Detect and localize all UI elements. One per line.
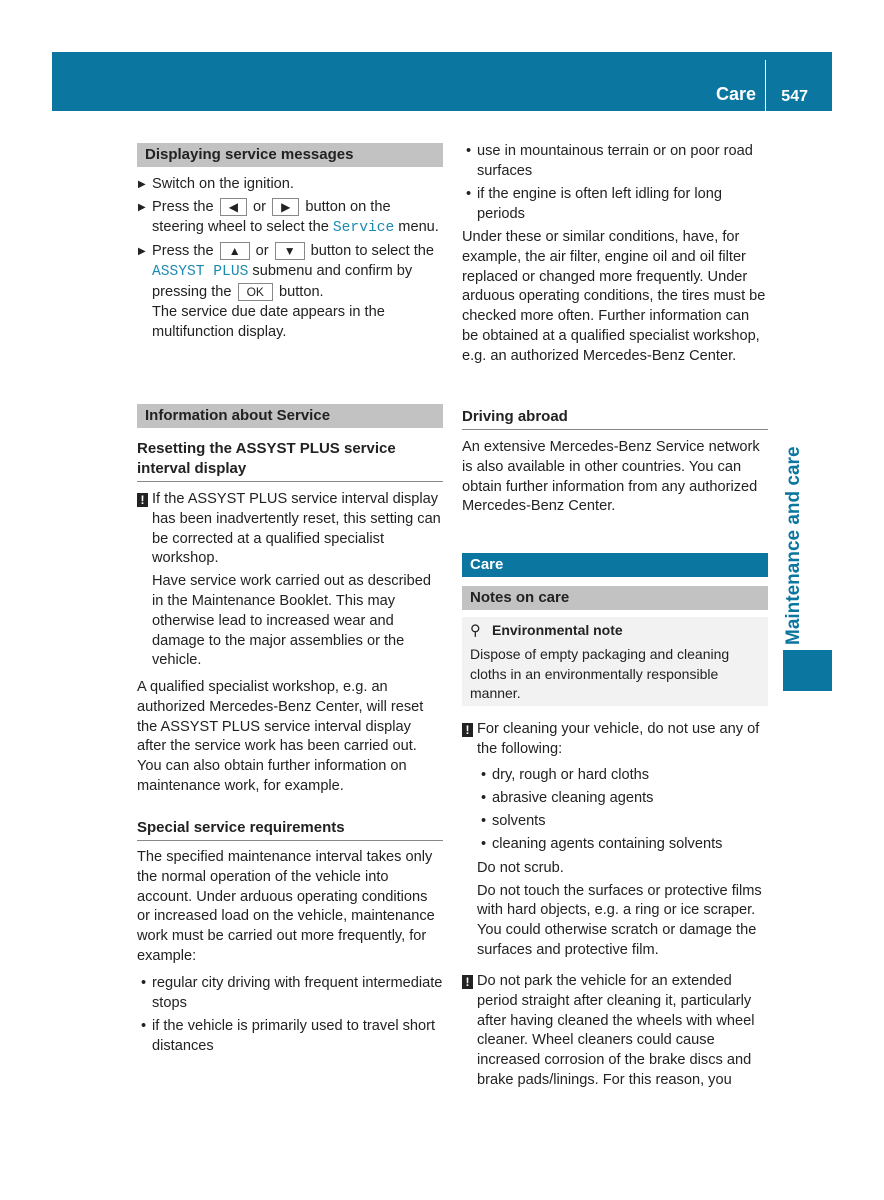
step-text: menu.	[398, 219, 439, 236]
step-text: Press the	[152, 199, 214, 216]
paragraph: A qualified specialist workshop, e.g. an authorized Mercedes-Benz Center, will reset the ASSYST PLUS service interval display after the service work has been carried out. You can also obtain further information on maintenance work, for example.	[137, 679, 424, 794]
note-text: Dispose of empty packaging and cleaning cloths in an environmentally responsible manner.	[470, 645, 730, 702]
section-heading: Notes on care	[462, 586, 768, 610]
right-key-icon: ▶	[272, 198, 299, 216]
step	[137, 242, 443, 342]
bullet-list	[462, 142, 768, 228]
step	[137, 198, 443, 239]
paragraph: An extensive Mercedes-Benz Service network is also available in other countries. You can obtain further information from any authorized Mercedes-Benz Center.	[462, 439, 760, 515]
warning-text: Do not park the vehicle for an extended period straight after cleaning it, particularly after having cleaned the wheels with wheel cleaner. Wheel cleaners could cause increased corrosion of the brake discs and brake pads/linings. For this reason, you	[477, 973, 755, 1088]
page-header	[52, 52, 832, 111]
page-number: 547	[781, 88, 808, 105]
step-text: or	[255, 243, 269, 260]
subheading: Driving abroad	[462, 407, 768, 430]
side-tab-label: Maintenance and care	[783, 446, 804, 645]
step-text: submenu and confirm by pressing the	[152, 263, 413, 300]
left-key-icon: ◀	[220, 198, 247, 216]
warning-text: Have service work carried out as described in the Maintenance Booklet. This may otherwise lead to increased wear and damage to the major assemblies or the vehicle.	[152, 573, 432, 669]
environmental-note	[462, 617, 768, 706]
list-item: • cleaning agents containing solvents	[477, 835, 768, 855]
section-title: Care	[715, 84, 756, 104]
section-heading: Information about Service	[137, 404, 443, 428]
step-text: or	[253, 199, 266, 216]
down-key-icon: ▼	[275, 242, 305, 260]
warning-text: Do not touch the surfaces or protective films with hard objects, e.g. a ring or ice scraper. You could otherwise scratch or damage the surfaces and protective film.	[477, 882, 762, 958]
subheading: Resetting the ASSYST PLUS service interval display	[137, 439, 443, 482]
warning-icon: !	[462, 975, 473, 989]
arrow-icon: ▶	[138, 246, 146, 258]
step-text: button.	[278, 283, 324, 300]
section-heading: Displaying service messages	[137, 143, 443, 167]
list-item: • regular city driving with frequent intermediate stops	[137, 974, 443, 1014]
bullet-list	[137, 974, 443, 1060]
list-item: • if the vehicle is primarily used to travel short distances	[137, 1017, 443, 1057]
arrow-icon: ▶	[138, 179, 146, 190]
displaying-section	[137, 143, 443, 346]
step-text: button to select the	[310, 243, 434, 260]
menu-name: Service	[332, 220, 395, 237]
chapter-heading: Care	[462, 553, 768, 577]
list-item: • dry, rough or hard cloths	[477, 766, 768, 786]
list-item: • abrasive cleaning agents	[477, 789, 768, 809]
step	[137, 175, 443, 195]
environment-icon: ⚲	[470, 623, 481, 639]
step-result: The service due date appears in the multifunction display.	[152, 303, 385, 340]
step-text: Switch on the ignition.	[152, 176, 294, 192]
warning-icon: !	[137, 493, 148, 507]
paragraph: Under these or similar conditions, have, for example, the air filter, engine oil and oil filter replaced or changed more frequently. Under arduous operating conditions, the tires must be checked more often. Further information can be obtained at a qualified specialist workshop, e.g. an authorized Mercedes-Benz Center.	[462, 229, 766, 364]
side-tab-marker	[783, 650, 832, 691]
warning-text: Do not scrub.	[477, 859, 564, 876]
up-key-icon: ▲	[220, 242, 250, 260]
warning-text: For cleaning your vehicle, do not use any of the following:	[477, 721, 760, 757]
ok-key: OK	[238, 283, 273, 301]
note-title: Environmental note	[492, 622, 623, 638]
side-tab	[780, 415, 808, 645]
subheading: Special service requirements	[137, 818, 443, 841]
warning-note	[462, 720, 768, 961]
arrow-icon: ▶	[138, 202, 146, 214]
step-text: button on the steering wheel to select the	[152, 199, 391, 236]
menu-name: ASSYST PLUS	[152, 264, 249, 281]
step-text: Press the	[152, 243, 214, 260]
paragraph: The specified maintenance interval takes only the normal operation of the vehicle into account. Under arduous operating conditions or increased load on the vehicle, maintenance work must be carried out more frequently, for example:	[137, 849, 435, 964]
list-item: • if the engine is often left idling for long periods	[462, 185, 768, 225]
list-item: • solvents	[477, 812, 768, 832]
warning-icon: !	[462, 723, 473, 737]
warning-note	[462, 972, 768, 1091]
warning-note	[137, 490, 443, 671]
list-item: • use in mountainous terrain or on poor road surfaces	[462, 142, 768, 182]
header-divider	[765, 60, 766, 111]
warning-text: If the ASSYST PLUS service interval display has been inadvertently reset, this setting can be corrected at a qualified specialist workshop.	[152, 491, 441, 567]
